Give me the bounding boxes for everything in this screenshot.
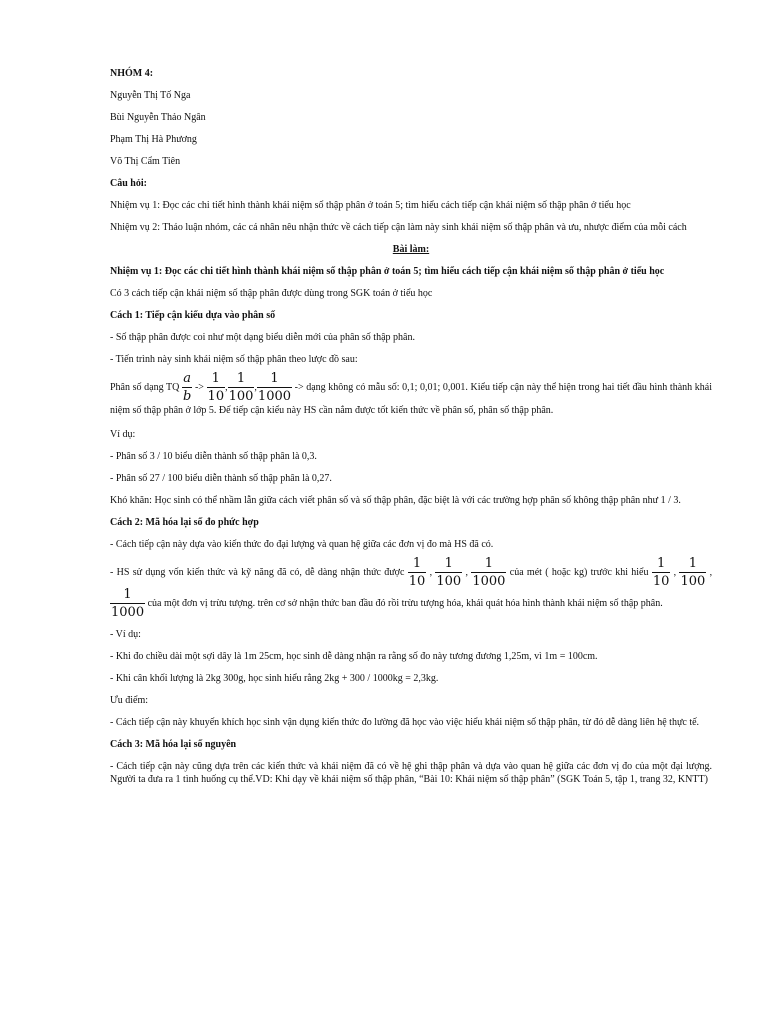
- fraction-1-100: [228, 372, 255, 403]
- member-1: Nguyễn Thị Tố Nga: [110, 90, 191, 101]
- frac-num: 1: [688, 556, 698, 571]
- comma: ,: [709, 566, 713, 578]
- question-heading: Câu hỏi:: [110, 178, 147, 189]
- task-2: Nhiệm vụ 2: Thảo luận nhóm, các cá nhân nêu nhận thức về cách tiếp cận làm này sinh khái niệm số thập phân và ưu, nhược điểm của mỗi cách: [110, 222, 687, 233]
- way2-bullet-1: - Cách tiếp cận này dựa vào kiến thức đo đại lượng và quan hệ giữa các đơn vị đo mà HS đã có.: [110, 539, 494, 550]
- fraction-1-10: [652, 557, 671, 588]
- frac-num: a: [183, 371, 192, 386]
- frac-num: 1: [270, 371, 279, 386]
- frac-den: b: [182, 389, 192, 404]
- member-3: Phạm Thị Hà Phương: [110, 134, 197, 145]
- way1-example-1: - Phân số 3 / 10 biểu diễn thành số thập phân là 0,3.: [110, 451, 317, 462]
- frac-num: 1: [236, 371, 246, 386]
- frac-num: 1: [656, 556, 666, 571]
- way1-heading: Cách 1: Tiếp cận kiểu dựa vào phân số: [110, 310, 276, 321]
- way1-difficulty: Khó khăn: Học sinh có thể nhầm lẫn giữa cách viết phân số và số thập phân, đặc biệt là với các trường hợp phân số không thập phân như 1 / 3.: [110, 495, 681, 506]
- way1-bullet-1: - Số thập phân được coi như một dạng biểu diễn mới của phân số thập phân.: [110, 332, 415, 343]
- fraction-1-10: [408, 557, 427, 588]
- frac-den: 100: [436, 574, 462, 589]
- intro-text: Có 3 cách tiếp cận khái niệm số thập phân được dùng trong SGK toán ở tiểu học: [110, 288, 433, 299]
- member-2: Bùi Nguyễn Thảo Ngân: [110, 112, 206, 123]
- fraction-1-100: [435, 557, 462, 588]
- frac-num: 1: [211, 371, 220, 386]
- way2-advantage-label: Ưu điểm:: [110, 695, 149, 706]
- comma: ,: [254, 381, 257, 393]
- comma: ,: [673, 566, 677, 578]
- way2-line-prefix: - HS sử dụng vốn kiến thức và kỹ năng đã có, dễ dàng nhận thức được: [110, 566, 405, 578]
- way2-heading: Cách 2: Mã hóa lại số đo phức hợp: [110, 517, 259, 528]
- frac-num: 1: [412, 556, 422, 571]
- frac-num: 1: [123, 587, 132, 602]
- way1-example-2: - Phân số 27 / 100 biểu diễn thành số thập phân là 0,27.: [110, 473, 332, 484]
- frac-den: 1000: [111, 605, 145, 620]
- comma: ,: [465, 566, 469, 578]
- way3-heading: Cách 3: Mã hóa lại số nguyên: [110, 739, 237, 750]
- way3-text: - Cách tiếp cận này cũng dựa trên các kiến thức và khái niệm đã có về hệ ghi thập phân và dựa vào quan hệ giữa các đơn vị đo của một đại lượng. Người ta đưa ra 1 tình huống cụ thể.VD: Khi dạy về khái niệm số thập phân, “Bài 10: Khái niệm số thập phân” (SGK Toán 5, tập 1, trang 32, KNTT): [110, 761, 712, 785]
- way2-line-mid: của mét ( hoặc kg) trước khi hiểu: [509, 566, 649, 578]
- way1-formula-paragraph: [110, 372, 712, 419]
- frac-num: 1: [484, 556, 494, 571]
- group-title: NHÓM 4:: [110, 68, 154, 79]
- frac-den: 100: [228, 389, 254, 404]
- fraction-1-1000: [257, 372, 292, 403]
- fraction-1-1000: [110, 588, 145, 619]
- frac-den: 100: [680, 574, 706, 589]
- task-1: Nhiệm vụ 1: Đọc các chi tiết hình thành khái niệm số thập phân ở toán 5; tìm hiểu cách tiếp cận khái niệm số thập phân ở tiểu học: [110, 200, 631, 211]
- fraction-1-100: [679, 557, 706, 588]
- formula-suffix: -> dạng không có mẫu số: 0,1; 0,01; 0,001. Kiểu tiếp cận này thể hiện trong hai tiết đầu hình thành khái niệm số thập phân ở lớp 5. Để tiếp cận kiểu này HS cần nắm được tốt kiến thức về phân số, phân số thập phân.: [110, 381, 712, 416]
- formula-prefix: Phân số dạng TQ: [110, 381, 180, 393]
- way2-fraction-paragraph: [110, 557, 712, 619]
- way2-example-2: - Khi cân khối lượng là 2kg 300g, học sinh hiểu rằng 2kg + 300 / 1000kg = 2,3kg.: [110, 673, 439, 684]
- way1-vidu: Ví dụ:: [110, 429, 136, 440]
- way2-line-end: của một đơn vị trừu tượng. trên cơ sở nhận thức ban đầu đó rồi trừu tượng hóa, khái quát hóa hình thành khái niệm số thập phân.: [147, 597, 663, 609]
- frac-den: 10: [652, 574, 670, 589]
- task-1-heading: Nhiệm vụ 1: Đọc các chi tiết hình thành khái niệm số thập phân ở toán 5; tìm hiểu cách tiếp cận khái niệm số thập phân ở tiểu học: [110, 266, 665, 277]
- member-4: Võ Thị Cẩm Tiên: [110, 156, 181, 167]
- frac-den: 10: [207, 389, 225, 404]
- comma: ,: [429, 566, 433, 578]
- way2-example-1: - Khi đo chiều dài một sợi dây là 1m 25cm, học sinh dễ dàng nhận ra rằng số đo này tương đương 1,25m, vì 1m = 100cm.: [110, 651, 598, 662]
- way2-advantage-text: - Cách tiếp cận này khuyến khích học sinh vận dụng kiến thức đo lường đã học vào việc hiểu khái niệm số thập phân, từ đó dễ dàng liên hệ thực tế.: [110, 717, 700, 728]
- answer-heading: Bài làm:: [392, 244, 430, 255]
- way1-bullet-2: - Tiến trình này sinh khái niệm số thập phân theo lược đồ sau:: [110, 354, 358, 365]
- frac-den: 10: [408, 574, 426, 589]
- way2-vidu: - Ví dụ:: [110, 629, 141, 640]
- fraction-1-1000: [471, 557, 506, 588]
- frac-den: 1000: [472, 574, 506, 589]
- fraction-1-10: [207, 372, 226, 403]
- comma: ,: [225, 381, 228, 393]
- fraction-a-over-b: [182, 372, 192, 403]
- arrow-symbol: ->: [194, 381, 204, 393]
- frac-num: 1: [444, 556, 453, 571]
- frac-den: 1000: [257, 389, 292, 404]
